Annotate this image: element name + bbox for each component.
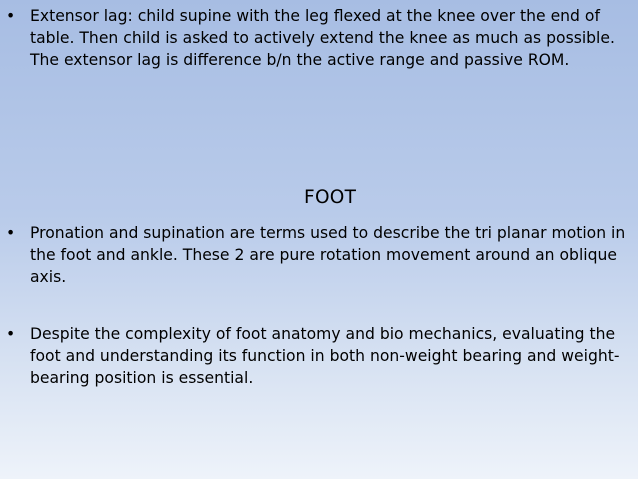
- bullet-text: Pronation and supination are terms used to describe the tri planar motion in the foot and ankle. These 2 are pure rotation movement around an oblique axis.: [30, 224, 626, 286]
- bullet-marker: •: [6, 7, 16, 25]
- bullet-item-foot-anatomy: [6, 323, 630, 389]
- bullet-marker: •: [6, 325, 16, 343]
- bullet-text: Despite the complexity of foot anatomy and bio mechanics, evaluating the foot and understanding its function in both non-weight bearing and weight-bearing position is essential.: [30, 325, 620, 387]
- section-heading: FOOT: [304, 187, 357, 208]
- bullet-item-pronation: [6, 222, 630, 288]
- bullet-marker: •: [6, 224, 16, 242]
- bullet-item-extensor-lag: [6, 5, 630, 71]
- bullet-text: Extensor lag: child supine with the leg flexed at the knee over the end of table. Then child is asked to actively extend the knee as much as possible. The extensor lag is difference b/n the active range and passive ROM.: [30, 7, 615, 69]
